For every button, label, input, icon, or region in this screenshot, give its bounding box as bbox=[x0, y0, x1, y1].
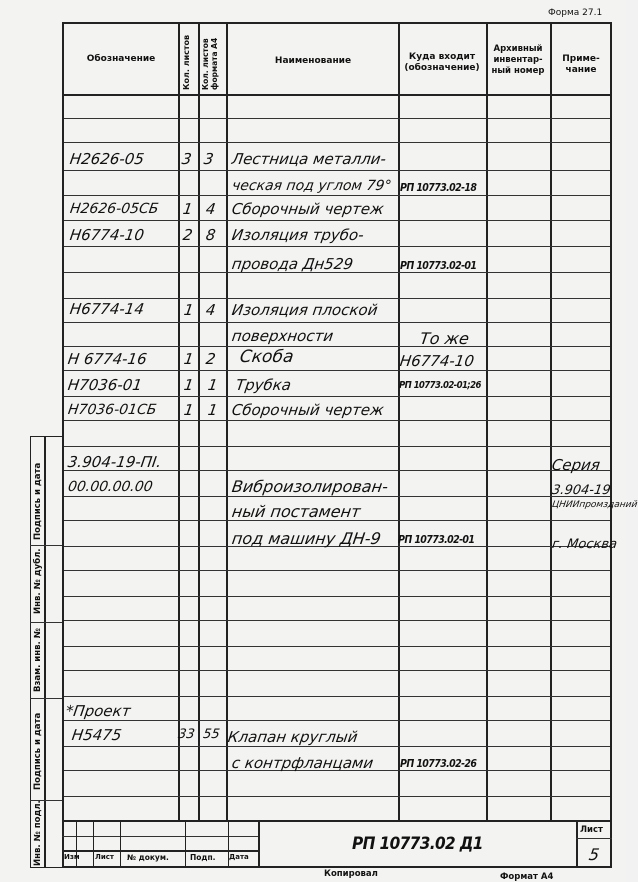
row-line bbox=[64, 220, 610, 221]
title-block-top bbox=[62, 820, 612, 822]
row9-where: РП 10773.02-01;26 bbox=[399, 380, 481, 391]
row1-name: Лестница металли- bbox=[230, 150, 388, 168]
row7-where: То же bbox=[418, 329, 471, 348]
row9-a4: 1 bbox=[206, 376, 219, 394]
row3-a4: 4 bbox=[204, 200, 217, 218]
row-line bbox=[64, 496, 610, 497]
row-line bbox=[64, 746, 610, 747]
row-line bbox=[64, 118, 610, 119]
row-line bbox=[64, 346, 610, 347]
row-line bbox=[64, 322, 610, 323]
row1-designation: Н2626-05 bbox=[68, 150, 146, 168]
side-label-sign-date-2: Подпись и дата bbox=[33, 712, 43, 790]
row6-name: Изоляция плоской bbox=[230, 301, 379, 319]
row17-name: с контрфланцами bbox=[230, 754, 375, 772]
title-block-divider bbox=[258, 820, 260, 868]
row12-name: Виброизолирован- bbox=[230, 477, 390, 496]
row-line bbox=[64, 370, 610, 371]
row1-a4: 3 bbox=[202, 150, 215, 168]
tb-col-doc: № докум. bbox=[127, 853, 169, 862]
header-where-used: Куда входит (обозначение) bbox=[404, 52, 480, 73]
row-line bbox=[64, 420, 610, 421]
row13-name: ный постамент bbox=[230, 502, 362, 521]
row16-a4: 55 bbox=[202, 727, 221, 742]
side-label-replace-inv: Взам. инв. № bbox=[33, 628, 43, 692]
row12-designation: 00.00.00.00 bbox=[66, 479, 154, 495]
tb-col-izm: Изм bbox=[64, 853, 80, 861]
row16-designation: Н5475 bbox=[70, 726, 123, 744]
row-line bbox=[64, 195, 610, 196]
header-a4-count: Кол. листов формата А4 bbox=[201, 37, 219, 90]
row3-designation: Н2626-05СБ bbox=[68, 201, 160, 217]
row-line bbox=[64, 570, 610, 571]
row17-where: РП 10773.02-26 bbox=[400, 758, 477, 770]
row4-designation: Н6774-10 bbox=[68, 226, 146, 244]
binding-margin-divider bbox=[44, 436, 46, 868]
row14-where: РП 10773.02-01 bbox=[398, 534, 475, 546]
row-line bbox=[64, 596, 610, 597]
row-line bbox=[64, 696, 610, 697]
title-block-divider bbox=[576, 820, 578, 868]
row-line bbox=[64, 142, 610, 143]
row6-sheets: 1 bbox=[182, 301, 195, 319]
header-name: Наименование bbox=[274, 56, 352, 66]
row15-designation: *Проект bbox=[64, 702, 132, 720]
row-line bbox=[64, 670, 610, 671]
row14-notes: г. Москва bbox=[551, 537, 619, 552]
row10-sheets: 1 bbox=[182, 401, 195, 419]
row11-designation: 3.904-19-ПI. bbox=[66, 453, 163, 471]
tb-col-date: Дата bbox=[229, 853, 249, 861]
row8-designation: Н 6774-16 bbox=[66, 350, 148, 368]
row-line bbox=[64, 170, 610, 171]
row5-name: провода Дн529 bbox=[230, 255, 355, 273]
row8-where: Н6774-10 bbox=[398, 352, 476, 370]
header-designation: Обозначение bbox=[86, 54, 156, 64]
header-sheet-count: Кол. листов bbox=[182, 34, 191, 90]
row14-name: под машину ДН-9 bbox=[230, 529, 383, 548]
row9-designation: Н7036-01 bbox=[66, 376, 144, 394]
header-notes: Приме-чание bbox=[562, 54, 600, 75]
row-line bbox=[64, 646, 610, 647]
header-archive: Архивный инвентар-ный номер bbox=[491, 44, 545, 76]
row-line bbox=[64, 298, 610, 299]
title-block-col bbox=[120, 820, 121, 868]
row2-name: ческая под углом 79° bbox=[230, 178, 393, 194]
row16-name: Клапан круглый bbox=[226, 728, 359, 746]
row2-where: РП 10773.02-18 bbox=[400, 182, 477, 194]
footer-format: Формат А4 bbox=[500, 872, 554, 882]
row13-notes: ЦНИИпромзданий bbox=[551, 500, 638, 510]
row8-sheets: 1 bbox=[182, 350, 195, 368]
row-line bbox=[64, 796, 610, 797]
row-line bbox=[64, 396, 610, 397]
row-line bbox=[64, 94, 610, 96]
side-label-inv-dup: Инв. № дубл. bbox=[33, 548, 43, 614]
binding-line bbox=[30, 698, 62, 699]
row6-a4: 4 bbox=[204, 301, 217, 319]
side-label-sign-date-1: Подпись и дата bbox=[33, 462, 43, 540]
row12-notes: 3.904-19 bbox=[551, 483, 612, 498]
form-label: Форма 27.1 bbox=[548, 8, 603, 18]
tb-doc-code: РП 10773.02 Д1 bbox=[352, 834, 483, 854]
row3-sheets: 1 bbox=[181, 200, 194, 218]
row10-designation: Н7036-01СБ bbox=[66, 402, 158, 418]
row11-notes: Серия bbox=[550, 456, 602, 474]
row9-sheets: 1 bbox=[182, 376, 195, 394]
row6-designation: Н6774-14 bbox=[68, 300, 146, 318]
row4-sheets: 2 bbox=[181, 226, 194, 244]
row10-name: Сборочный чертеж bbox=[230, 401, 385, 419]
title-block-col bbox=[185, 820, 186, 868]
title-block-col bbox=[93, 820, 94, 868]
row-line bbox=[64, 620, 610, 621]
tb-col-list: Лист bbox=[95, 853, 114, 861]
tb-col-sign: Подп. bbox=[190, 853, 216, 862]
row8-name: Скоба bbox=[238, 347, 295, 367]
row8-a4: 2 bbox=[204, 350, 217, 368]
row1-sheets: 3 bbox=[180, 150, 193, 168]
binding-line bbox=[30, 545, 62, 546]
row7-name: поверхности bbox=[230, 327, 335, 345]
row3-name: Сборочный чертеж bbox=[230, 200, 385, 218]
row4-a4: 8 bbox=[204, 226, 217, 244]
binding-line bbox=[30, 622, 62, 623]
tb-sheet-number: 5 bbox=[587, 845, 601, 864]
row16-sheets: 33 bbox=[177, 727, 196, 742]
side-label-inv-orig: Инв. № подл. bbox=[33, 800, 43, 866]
row-line bbox=[64, 246, 610, 247]
title-block-line bbox=[576, 838, 612, 839]
tb-sheet-label: Лист bbox=[580, 825, 603, 835]
footer-copied: Копировал bbox=[324, 869, 378, 879]
row9-name: Трубка bbox=[234, 376, 293, 394]
row10-a4: 1 bbox=[206, 401, 219, 419]
row-line bbox=[64, 446, 610, 447]
row5-where: РП 10773.02-01 bbox=[400, 260, 477, 272]
row-line bbox=[64, 720, 610, 721]
row4-name: Изоляция трубо- bbox=[230, 226, 365, 244]
